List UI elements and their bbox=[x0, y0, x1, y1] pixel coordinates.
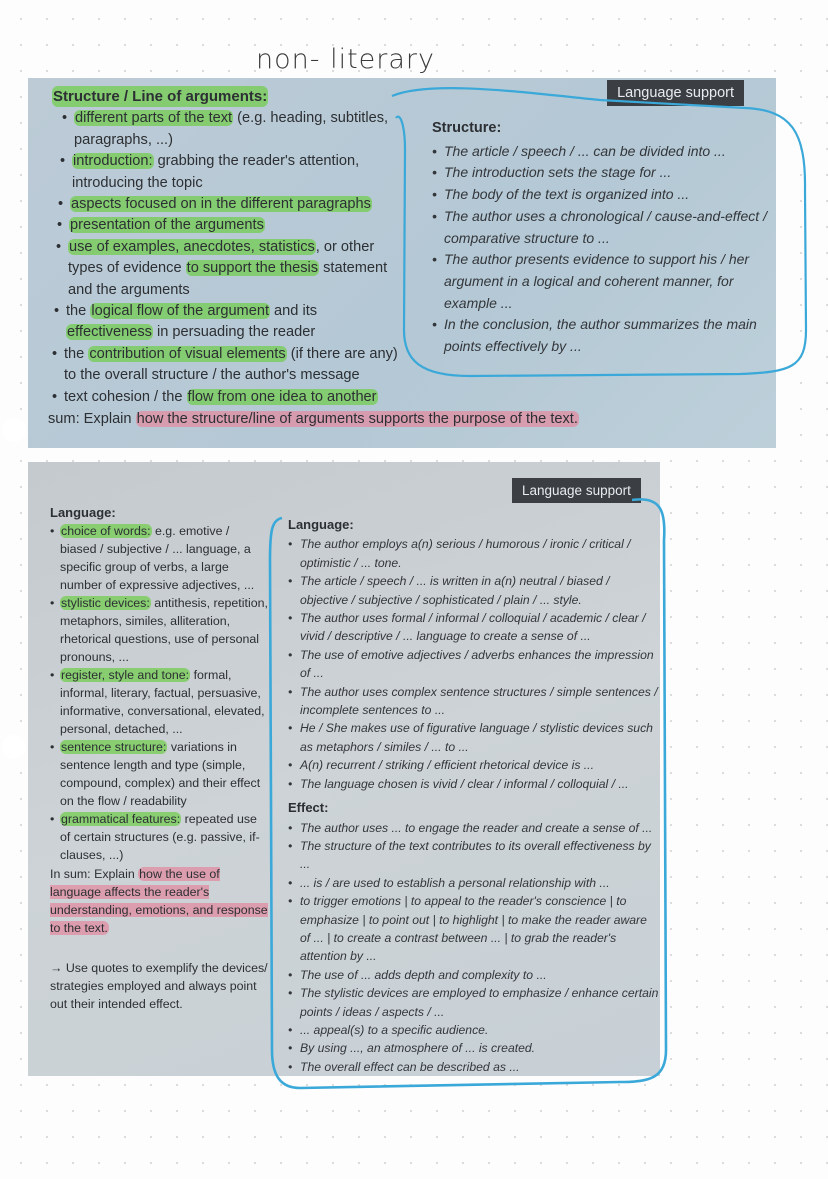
text-segment: the bbox=[64, 345, 89, 362]
phrase-item: • The author uses a chronological / cause-and-effect / comparative structure to ... bbox=[432, 206, 777, 249]
phrase-item: • The author uses formal / informal / colloquial / academic / clear / vivid / descriptive / ... language to create a sense of ... bbox=[288, 609, 660, 646]
language-summary bbox=[50, 865, 268, 937]
green-highlight: presentation of the arguments bbox=[70, 217, 264, 234]
green-highlight: effectiveness bbox=[67, 324, 152, 341]
green-highlight: aspects focused on in the different paragraphs bbox=[71, 196, 371, 213]
phrase-item: • ... is / are used to establish a personal relationship with ... bbox=[288, 874, 660, 892]
structure-summary bbox=[48, 409, 578, 430]
phrase-item: • The author uses ... to engage the reader and create a sense of ... bbox=[288, 819, 660, 837]
pink-highlight: how the structure/line of arguments supports the purpose of the text. bbox=[136, 411, 578, 428]
list-item bbox=[50, 594, 268, 666]
language-support-tag: Language support bbox=[607, 80, 744, 106]
text-segment: , or other types of evidence bbox=[68, 238, 375, 277]
green-highlight: register, style and tone: bbox=[61, 668, 190, 682]
phrase-item: • to trigger emotions | to appeal to the reader's conscience | to emphasize | to point out | to highlight | to make the reader aware of ... | to create a contrast between ... | to grab the reader's attention by ... bbox=[288, 892, 660, 966]
list-item bbox=[58, 194, 404, 215]
green-highlight: different parts of the text bbox=[75, 110, 233, 127]
phrase-item: • The language chosen is vivid / clear / informal / colloquial / ... bbox=[288, 775, 660, 793]
language-panel bbox=[28, 462, 660, 1076]
structure-list bbox=[52, 108, 404, 408]
text-segment: and its bbox=[270, 303, 318, 320]
support-effect-list bbox=[288, 819, 660, 1077]
support-language-list bbox=[288, 535, 660, 793]
phrase-item: • In the conclusion, the author summarizes the main points effectively by ... bbox=[432, 314, 777, 357]
green-highlight: introduction: bbox=[73, 153, 153, 170]
green-highlight: grammatical features: bbox=[61, 812, 181, 826]
phrase-item: • The use of ... adds depth and complexity to ... bbox=[288, 966, 660, 984]
text-segment: e.g. emotive / biased / subjective / ... language, a specific group of verbs, a large number of expressive adjectives, ... bbox=[60, 524, 255, 592]
phrase-item: • A(n) recurrent / striking / efficient rhetorical device is ... bbox=[288, 756, 660, 774]
list-item bbox=[52, 387, 404, 408]
handwritten-title: non- literary bbox=[256, 44, 435, 75]
list-item bbox=[50, 666, 268, 738]
quotes-tip: → Use quotes to exemplify the devices/ strategies employed and always point out their intended effect. bbox=[50, 961, 268, 1011]
text-segment: text cohesion / the bbox=[64, 388, 187, 405]
text-segment: the bbox=[66, 303, 91, 320]
green-highlight: contribution of visual elements bbox=[89, 345, 286, 362]
green-highlight: logical flow of the argument bbox=[91, 303, 269, 320]
phrase-item: • The body of the text is organized into ... bbox=[432, 184, 777, 206]
text-segment: (e.g. heading, subtitles, paragraphs, ...) bbox=[74, 110, 389, 148]
punch-hole bbox=[2, 418, 26, 442]
phrase-item: • The structure of the text contributes to its overall effectiveness by ... bbox=[288, 837, 660, 874]
text-segment: formal, informal, literary, factual, persuasive, informative, conversational, elevated, personal, detached, ... bbox=[60, 668, 265, 736]
list-item bbox=[50, 810, 268, 864]
text-segment: In sum: Explain bbox=[50, 867, 139, 881]
list-item bbox=[52, 344, 404, 387]
language-heading: Language: bbox=[50, 505, 116, 520]
phrase-item: • The author uses complex sentence structures / simple sentences / incomplete sentences to ... bbox=[288, 683, 660, 720]
structure-support-box bbox=[432, 118, 777, 358]
support-structure-list bbox=[432, 141, 777, 358]
list-item bbox=[54, 301, 404, 344]
phrase-item: • The stylistic devices are employed to emphasize / enhance certain points / ideas / aspects / ... bbox=[288, 984, 660, 1021]
structure-heading: Structure / Line of arguments: bbox=[52, 86, 268, 107]
green-highlight: to support the thesis bbox=[186, 260, 319, 277]
text-segment: repeated use of certain structures (e.g. passive, if-clauses, ...) bbox=[60, 812, 260, 862]
text-segment: (if there are any) to the overall structure / the author's message bbox=[64, 345, 398, 384]
list-item bbox=[62, 108, 404, 151]
phrase-item: • The overall effect can be described as ... bbox=[288, 1058, 660, 1076]
list-item bbox=[50, 738, 268, 810]
green-highlight: flow from one idea to another bbox=[187, 388, 377, 405]
green-highlight: stylistic devices: bbox=[61, 596, 150, 610]
text-segment: variations in sentence length and type (simple, compound, complex) and their effect on the flow / readability bbox=[60, 740, 261, 808]
green-highlight: choice of words: bbox=[61, 524, 151, 538]
green-highlight: sentence structure: bbox=[61, 740, 167, 754]
support-language-heading: Language: bbox=[288, 517, 354, 532]
language-list bbox=[50, 522, 268, 864]
structure-panel bbox=[28, 78, 776, 448]
text-segment: sum: Explain bbox=[48, 411, 136, 428]
text-segment: grabbing the reader's attention, introducing the topic bbox=[72, 153, 360, 191]
language-support-box bbox=[288, 516, 660, 1076]
phrase-item: • The article / speech / ... is written in a(n) neutral / biased / objective / subjective / sophisticated / plain / ... style. bbox=[288, 572, 660, 609]
language-checklist bbox=[50, 504, 268, 1013]
phrase-item: • The author employs a(n) serious / humorous / ironic / critical / optimistic / ... tone. bbox=[288, 535, 660, 572]
language-support-tag: Language support bbox=[512, 478, 641, 503]
list-item bbox=[60, 151, 404, 194]
text-segment: antithesis, repetition, metaphors, similes, alliteration, rhetorical questions, use of personal pronouns, ... bbox=[60, 596, 268, 664]
punch-hole bbox=[2, 735, 26, 759]
support-effect-heading: Effect: bbox=[288, 800, 329, 816]
text-segment: in persuading the reader bbox=[152, 324, 316, 341]
green-highlight: use of examples, anecdotes, statistics bbox=[69, 238, 315, 255]
phrase-item: • By using ..., an atmosphere of ... is created. bbox=[288, 1039, 660, 1057]
phrase-item: • ... appeal(s) to a specific audience. bbox=[288, 1021, 660, 1039]
text-segment: statement and the arguments bbox=[68, 260, 388, 298]
phrase-item: • The introduction sets the stage for ... bbox=[432, 162, 777, 184]
phrase-item: • The author presents evidence to support his / her argument in a logical and coherent manner, for example ... bbox=[432, 249, 777, 314]
list-item bbox=[56, 237, 404, 301]
pink-highlight: how the use of language affects the reader's understanding, emotions, and response to the text. bbox=[50, 867, 268, 935]
phrase-item: • He / She makes use of figurative language / stylistic devices such as metaphors / similes / ... to ... bbox=[288, 719, 660, 756]
support-structure-heading: Structure: bbox=[432, 120, 502, 136]
phrase-item: • The use of emotive adjectives / adverbs enhances the impression of ... bbox=[288, 646, 660, 683]
list-item bbox=[50, 522, 268, 594]
list-item bbox=[57, 215, 404, 236]
phrase-item: • The article / speech / ... can be divided into ... bbox=[432, 141, 777, 163]
